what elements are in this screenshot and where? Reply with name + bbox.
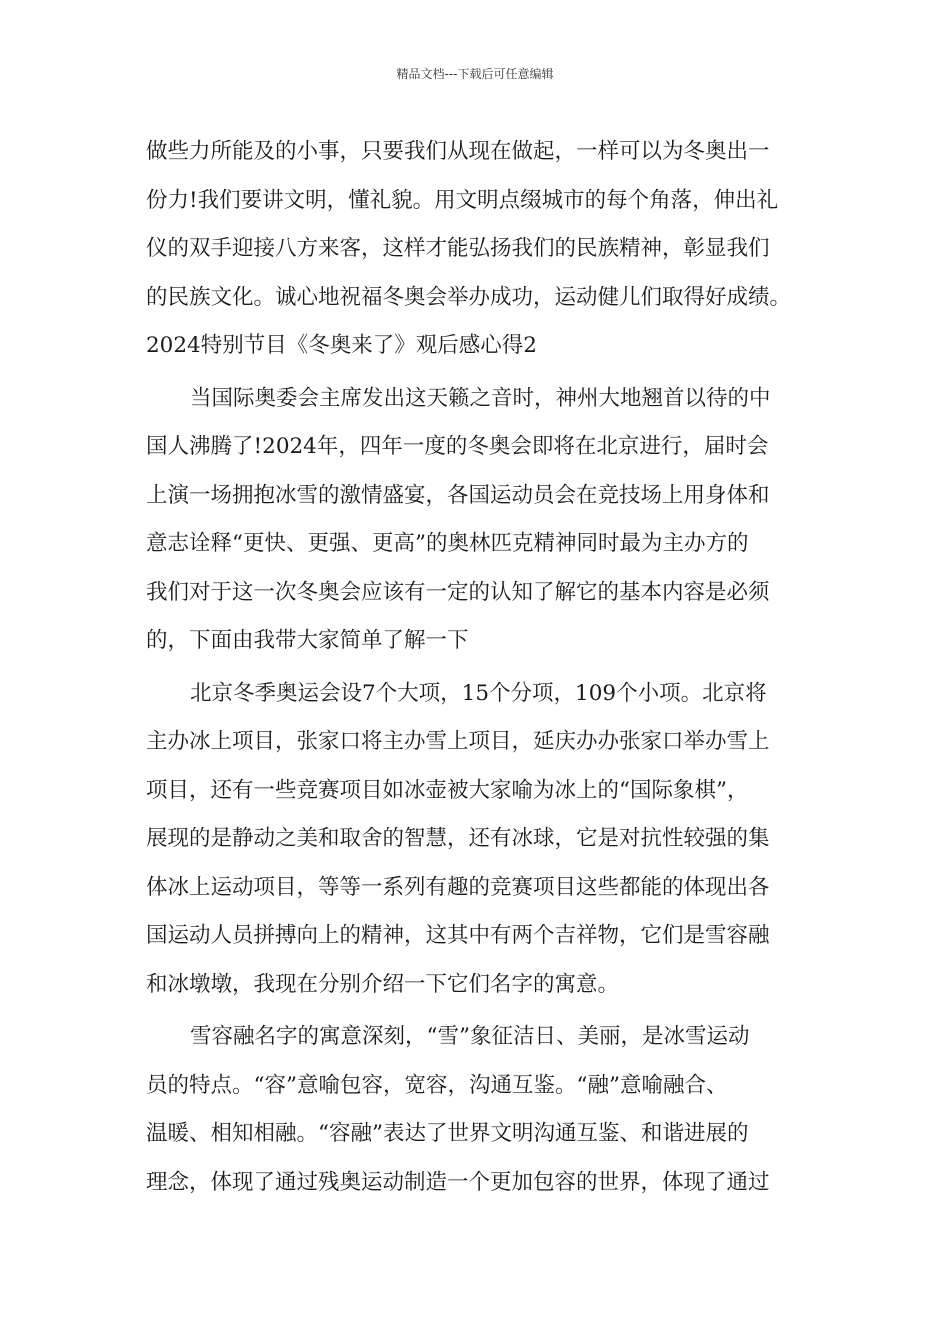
text-line: 员的特点。“容”意喻包容，宽容，沟通互鉴。“融”意喻融合、 (146, 1072, 728, 1098)
text-line: 北京冬季奥运会设7个大项，15个分项，109个小项。北京将 (190, 680, 767, 706)
text-line: 雪容融名字的寓意深刻，“雪”象征洁日、美丽，是冰雪运动 (190, 1024, 750, 1049)
text-line: 的民族文化。诚心地祝福冬奥会举办成功，运动健儿们取得好成绩。 (146, 284, 792, 310)
document-body (146, 128, 806, 1207)
section-title: 2024特别节目《冬奥来了》观后感心得2 (146, 333, 537, 358)
text-line: 温暖、相知相融。“容融”表达了世界文明沟通互鉴、和谐进展的 (146, 1121, 749, 1146)
text-line: 展现的是静动之美和取舍的智慧，还有冰球，它是对抗性较强的集 (146, 826, 770, 851)
text-line: 和冰墩墩，我现在分别介绍一下它们名字的寓意。 (146, 971, 620, 997)
text-line: 国运动人员拼搏向上的精神，这其中有两个吉祥物，它们是雪容融 (146, 923, 770, 948)
paragraph-events (146, 670, 806, 1010)
paragraph-continuation (146, 128, 806, 322)
text-line: 理念，体现了通过残奥运动制造一个更加包容的世界，体现了通过 (146, 1169, 770, 1195)
paragraph-mascot (146, 1013, 806, 1207)
text-line: 主办冰上项目，张家口将主办雪上项目，延庆办办张家口举办雪上 (146, 729, 770, 754)
text-line: 我们对于这一次冬奥会应该有一定的认知了解它的基本内容是必须 (146, 579, 770, 605)
text-line: 的，下面由我带大家简单了解一下 (146, 628, 469, 653)
text-line: 意志诠释“更快、更强、更高”的奥林匹克精神同时最为主办方的 (146, 531, 749, 556)
text-line: 当国际奥委会主席发出这天籁之音时，神州大地翘首以待的中 (190, 385, 771, 411)
paragraph-intro (146, 375, 806, 666)
text-line: 项目，还有一些竞赛项目如冰壶被大家喻为冰上的“国际象棋”， (146, 777, 749, 803)
text-line: 体冰上运动项目，等等一系列有趣的竞赛项目这些都能的体现出各 (146, 874, 770, 900)
page-header: 精品文档---下载后可任意编辑 (396, 67, 554, 81)
text-line: 份力!我们要讲文明，懂礼貌。用文明点缀城市的每个角落，伸出礼 (146, 187, 779, 213)
text-line: 仪的双手迎接八方来客，这样才能弘扬我们的民族精神，彰显我们 (146, 236, 770, 261)
text-line: 国人沸腾了!2024年，四年一度的冬奥会即将在北京进行，届时会 (146, 434, 769, 459)
text-line: 上演一场拥抱冰雪的激情盛宴，各国运动员会在竞技场上用身体和 (146, 482, 770, 508)
text-line: 做些力所能及的小事，只要我们从现在做起，一样可以为冬奥出一 (146, 139, 770, 164)
